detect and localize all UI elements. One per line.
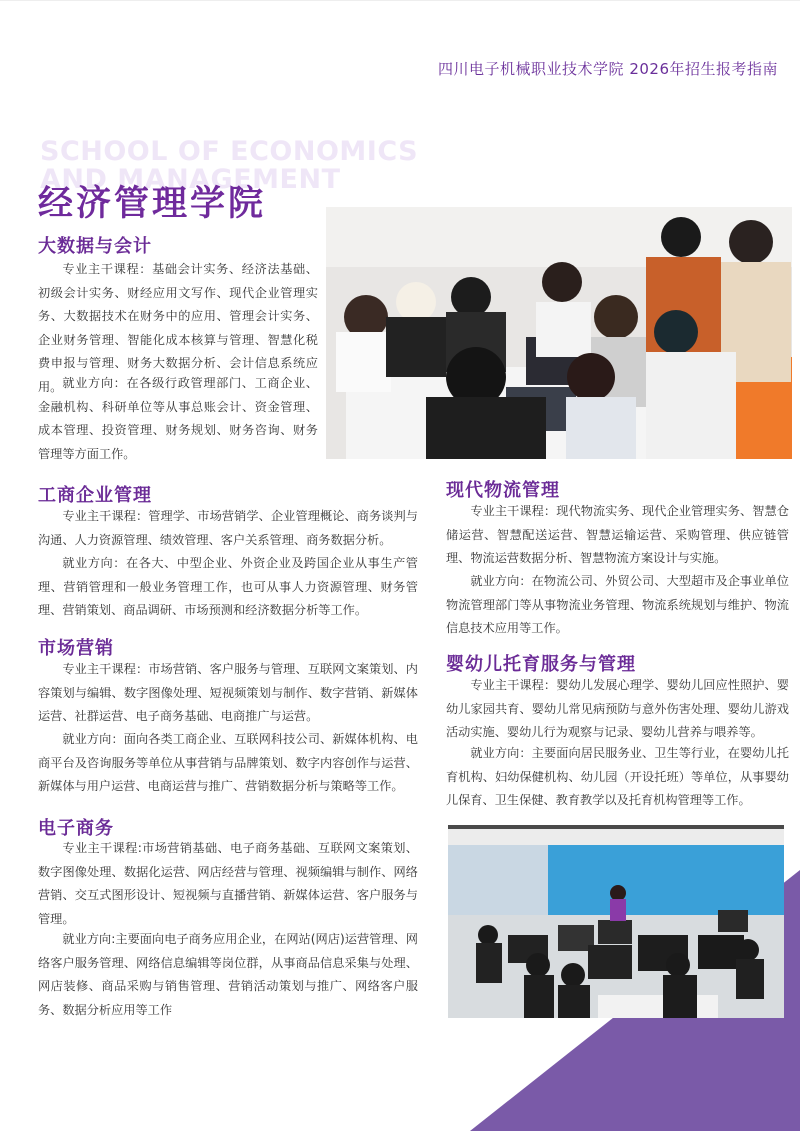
students-group-illustration [326,207,792,459]
logistics-jobs: 就业方向：在物流公司、外贸公司、大型超市及企事业单位物流管理部门等从事物流业务管理、物流系统规划与维护、物流信息技术应用等工作。 [446,574,789,636]
section-title-business-admin: 工商企业管理 [38,485,152,506]
childcare-jobs: 就业方向：主要面向居民服务业、卫生等行业，在婴幼儿托育机构、妇幼保健机构、幼儿园（开设托班）等单位，从事婴幼儿保育、卫生保健、教育教学以及托育机构管理等工作。 [446,746,789,808]
big-data-jobs: 就业方向：在各级行政管理部门、工商企业、金融机构、科研单位等从事总账会计、资金管理、成本管理、投资管理、财务规划、财务咨询、财务管理等方面工作。 [38,376,318,461]
business-admin-courses: 专业主干课程：管理学、市场营销学、企业管理概论、商务谈判与沟通、人力资源管理、绩效管理、客户关系管理、商务数据分析。 [38,509,418,547]
logistics-courses: 专业主干课程：现代物流实务、现代企业管理实务、智慧仓储运营、智慧配送运营、智慧运输运营、采购管理、供应链管理、物流运营数据分析、智慧物流方案设计与实施。 [446,504,789,566]
business-admin-jobs: 就业方向：在各大、中型企业、外资企业及跨国企业从事生产管理、营销管理和一般业务管理工作，也可从事人力资源管理、财务管理、营销策划、商品调研、市场预测和经济数据分析等工作。 [38,556,418,618]
marketing-courses: 专业主干课程：市场营销、客户服务与管理、互联网文案策划、内容策划与编辑、数字图像处理、短视频策划与制作、数字营销、新媒体运营、社群运营、电子商务基础、电商推广与运营。 [38,662,418,724]
section-title-logistics: 现代物流管理 [446,480,560,501]
students-group-photo [326,207,792,459]
big-data-courses: 专业主干课程：基础会计实务、经济法基础、初级会计实务、财经应用文写作、现代企业管理实务、大数据技术在财务中的应用、管理会计实务、企业财务管理、智能化成本核算与管理、智慧化税费申报与管理、财务大数据分析、会计信息系统应用。 [38,262,318,394]
college-title: 经济管理学院 [38,184,267,224]
section-title-marketing: 市场营销 [38,638,114,659]
ecommerce-jobs: 就业方向:主要面向电子商务应用企业，在网站(网店)运营管理、网络客户服务管理、网络信息编辑等岗位群，从事商品信息采集与处理、网店装修、商品采购与销售管理、营销活动策划与推广、网络客户服务、数据分析应用等工作 [38,932,418,1017]
computer-lab-photo [448,825,784,1018]
section-title-big-data: 大数据与会计 [38,236,152,257]
english-background-title: SCHOOL OF ECONOMICS AND MANAGEMENT [40,136,419,195]
header-title: 四川电子机械职业技术学院 2026年招生报考指南 [438,60,778,78]
marketing-jobs: 就业方向：面向各类工商企业、互联网科技公司、新媒体机构、电商平台及咨询服务等单位从事营销与品牌策划、数字内容创作与运营、新媒体与用户运营、电商运营与推广、营销数据分析与策略等工作。 [38,732,418,794]
top-rule [0,0,800,37]
ecommerce-courses: 专业主干课程:市场营销基础、电子商务基础、互联网文案策划、数字图像处理、数据化运营、网店经营与管理、视频编辑与制作、网络营销、交互式图形设计、短视频与直播营销、新媒体运营、客户服务与管理。 [38,841,418,926]
computer-lab-illustration [448,825,784,1018]
childcare-courses: 专业主干课程：婴幼儿发展心理学、婴幼儿回应性照护、婴幼儿家园共育、婴幼儿常见病预防与意外伤害处理、婴幼儿游戏活动实施、婴幼儿行为观察与记录、婴幼儿营养与喂养等。 [446,678,789,740]
section-title-childcare: 婴幼儿托育服务与管理 [446,654,636,675]
section-title-ecommerce: 电子商务 [38,818,114,839]
